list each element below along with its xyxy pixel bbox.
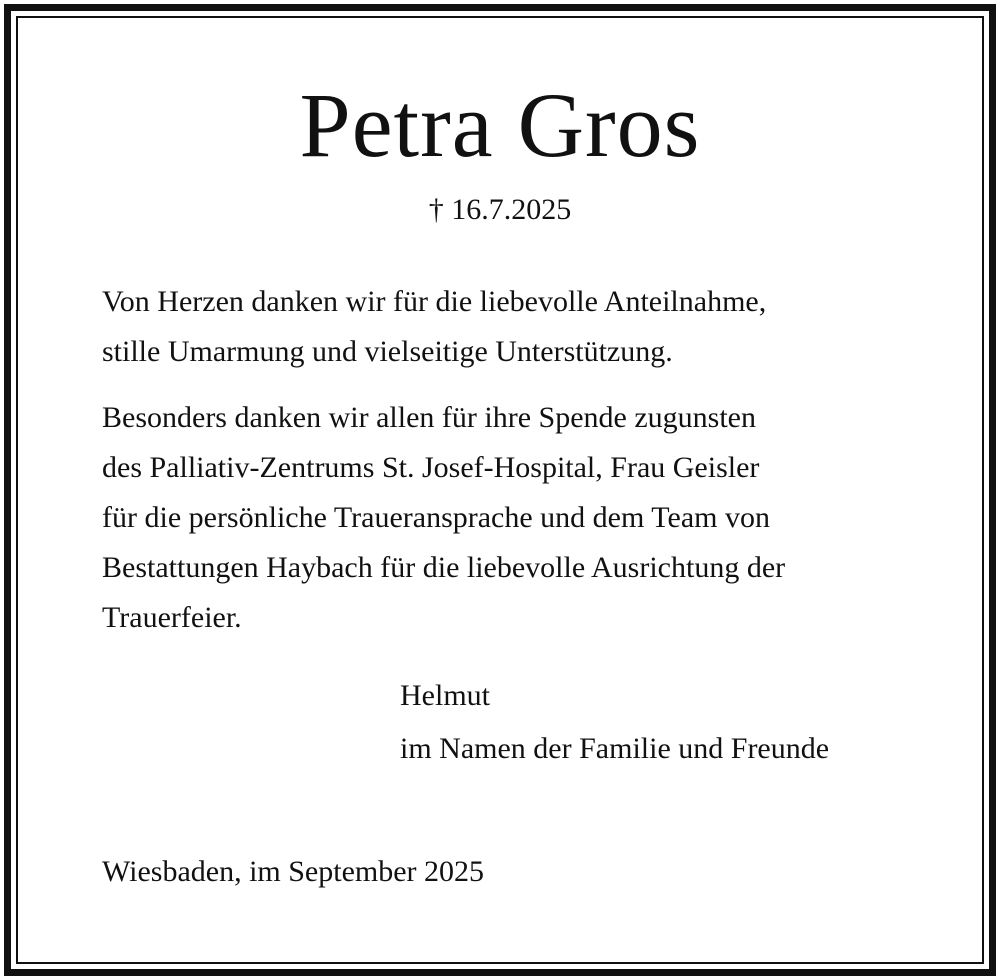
- text-line: Bestattungen Haybach für die liebevolle Ausrichtung der: [102, 551, 786, 584]
- text-line: stille Umarmung und vielseitige Unterstützung.: [102, 335, 673, 368]
- text-line: Von Herzen danken wir für die liebevolle Anteilnahme,: [102, 285, 767, 318]
- signer-name: Helmut: [400, 679, 490, 712]
- thanks-paragraph: [102, 277, 902, 377]
- signer-note: im Namen der Familie und Freunde: [400, 732, 830, 765]
- text-line: Trauerfeier.: [102, 601, 242, 634]
- deceased-name: Petra Gros: [299, 74, 701, 176]
- text-line: für die persönliche Traueransprache und dem Team von: [102, 501, 770, 534]
- text-line: des Palliativ-Zentrums St. Josef-Hospital, Frau Geisler: [102, 451, 760, 484]
- place-and-date: Wiesbaden, im September 2025: [102, 855, 485, 888]
- special-thanks-paragraph: [102, 393, 902, 643]
- death-date: † 16.7.2025: [428, 193, 572, 226]
- signature-block: [400, 669, 829, 775]
- text-line: Besonders danken wir allen für ihre Spende zugunsten: [102, 401, 756, 434]
